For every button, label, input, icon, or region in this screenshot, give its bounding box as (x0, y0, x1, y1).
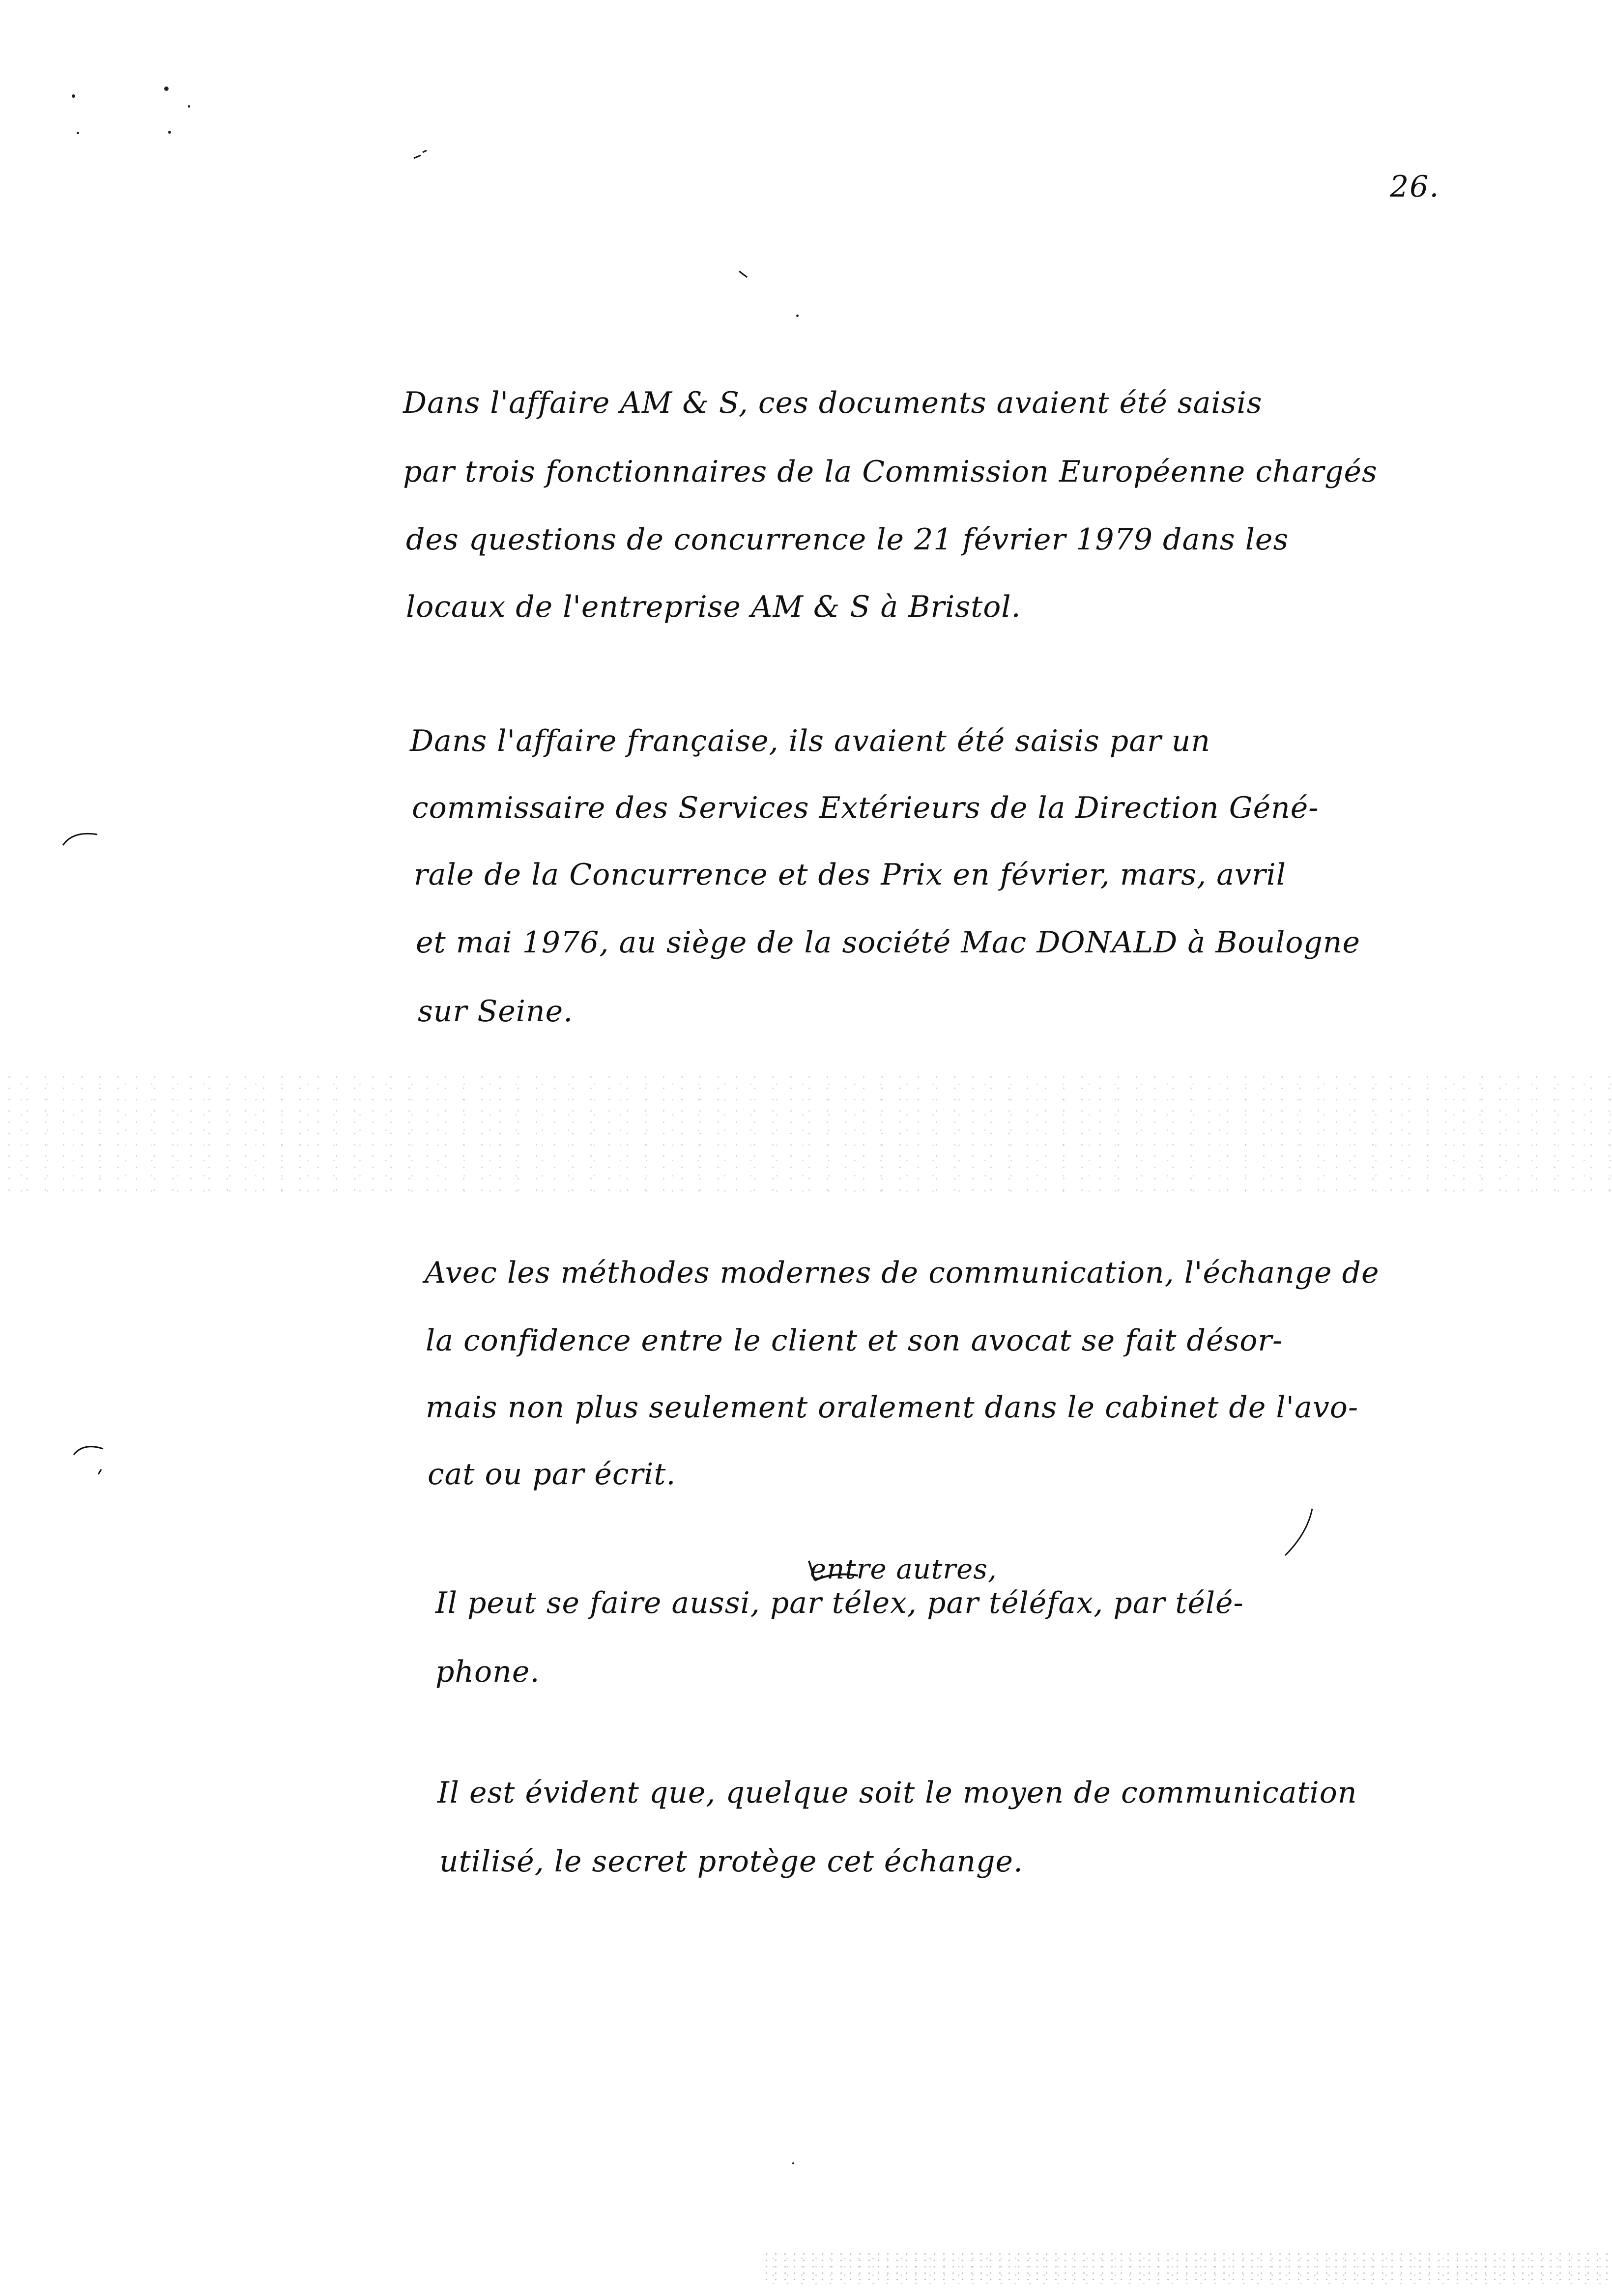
margin-arc-mark (58, 826, 102, 850)
paragraph-5-line-2: utilisé, le secret protège cet échange. (439, 1844, 1024, 1879)
scan-speck (796, 315, 799, 317)
scan-speck (188, 105, 190, 108)
paragraph-2-line-3: rale de la Concurrence et des Prix en février, mars, avril (414, 858, 1286, 892)
paragraph-2-line-4: et mai 1976, au siège de la société Mac DONALD à Boulogne (416, 925, 1360, 960)
paragraph-3-line-2: la confidence entre le client et son avocat se fait désor- (426, 1323, 1283, 1358)
paragraph-3-line-1: Avec les méthodes modernes de communication, l'échange de (425, 1256, 1380, 1290)
scan-noise-bottom (762, 2251, 1612, 2285)
paragraph-4-line-1: Il peut se faire aussi, par télex, par téléfax, par télé- (435, 1586, 1244, 1620)
inserted-words: entre autres, (810, 1553, 997, 1585)
paragraph-3-line-4: cat ou par écrit. (428, 1457, 676, 1492)
scan-speck (72, 94, 75, 98)
paragraph-5-line-1: Il est évident que, quelque soit le moyen de communication (437, 1776, 1357, 1810)
paragraph-1-line-4: locaux de l'entreprise AM & S à Bristol. (406, 590, 1021, 624)
paragraph-2-line-1: Dans l'affaire française, ils avaient été saisis par un (410, 724, 1211, 758)
paragraph-2-line-5: sur Seine. (418, 994, 574, 1029)
paragraph-1-line-2: par trois fonctionnaires de la Commission Européenne chargés (403, 455, 1378, 489)
scan-tick-mark (737, 269, 752, 284)
paragraph-1-line-1: Dans l'affaire AM & S, ces documents avaient été saisis (403, 386, 1263, 420)
paragraph-3-line-3: mais non plus seulement oralement dans le cabinet de l'avo- (426, 1390, 1359, 1425)
margin-arc-mark (69, 1440, 113, 1479)
paragraph-4-line-2: phone. (435, 1655, 540, 1689)
scan-noise-band (0, 1071, 1612, 1199)
page-number: 26. (1390, 170, 1440, 204)
scan-speck (77, 132, 79, 134)
scan-speck (792, 2162, 794, 2164)
scan-tick-mark (412, 147, 432, 162)
margin-slash-mark (1278, 1504, 1322, 1563)
scan-speck (164, 86, 169, 91)
paragraph-2-line-2: commissaire des Services Extérieurs de la Direction Géné- (412, 791, 1319, 825)
scan-speck (168, 131, 171, 134)
paragraph-1-line-3: des questions de concurrence le 21 février 1979 dans les (406, 522, 1289, 557)
